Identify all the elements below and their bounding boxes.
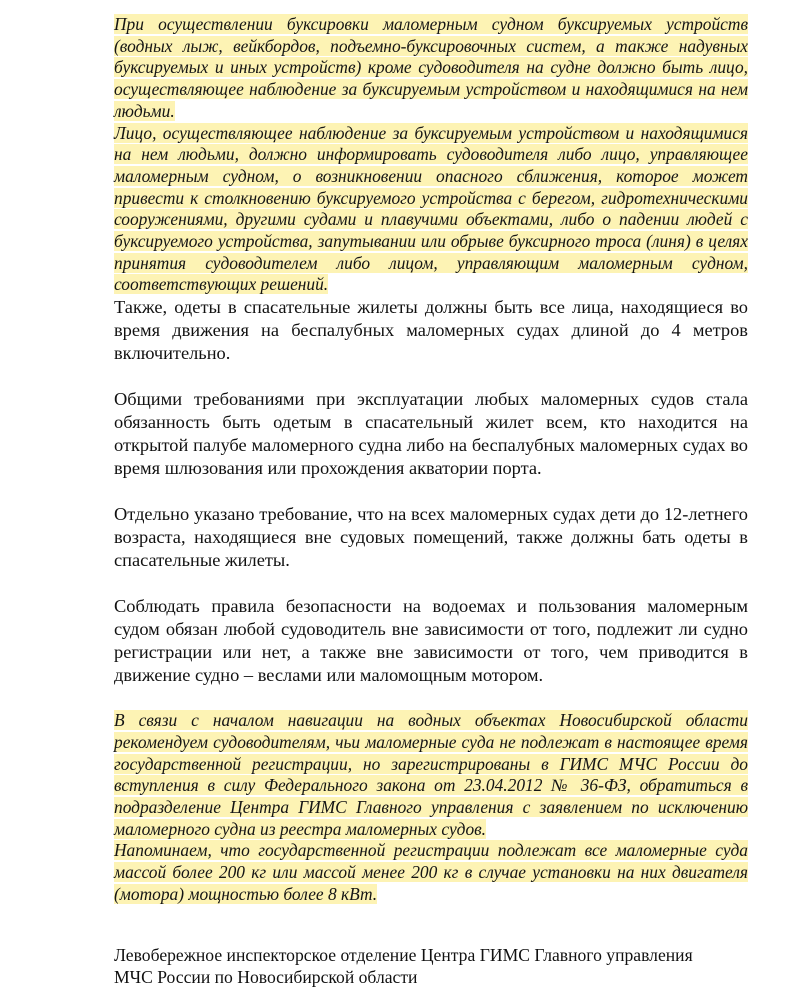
registration-reminder-paragraph: [114, 840, 748, 905]
highlighted-text: Напоминаем, что государственной регистрации подлежат все маломерные суда массой более 200 кг или массой менее 200 кг в случае установки на них двигателя (мотора) мощностью более 8 кВт.: [114, 840, 748, 904]
highlighted-text: В связи с началом навигации на водных объектах Новосибирской области рекомендуем судоводителям, чьи маломерные суда не подлежат в настоящее время государственной регистрации, но зарегистрированы в ГИМС МЧС России до вступления в силу Федерального закона от 23.04.2012 № 36-ФЗ, обратиться в подразделение Центра ГИМС Главного управления с заявлением по исключению маломерного судна из реестра маломерных судов.: [114, 710, 748, 839]
signature-line-2: МЧС России по Новосибирской области: [114, 967, 418, 987]
towing-observer-paragraph: [114, 14, 748, 123]
registry-exclusion-paragraph: [114, 710, 748, 840]
life-jacket-deckless-paragraph: Также, одеты в спасательные жилеты должны быть все лица, находящиеся во время движения на беспалубных маломерных судах длиной до 4 метров включительно.: [114, 297, 748, 364]
highlighted-text: При осуществлении буксировки маломерным судном буксируемых устройств (водных лыж, вейкбордов, подъемно-буксировочных систем, а также надувных буксируемых и иных устройств) кроме судоводителя на судне должно быть лицо, осуществляющее наблюдение за буксируемым устройством и находящимися на нем людьми.: [114, 14, 748, 121]
signature-block: [114, 944, 754, 988]
observer-duties-paragraph: [114, 123, 748, 297]
document-body: [114, 14, 748, 905]
signature-line-1: Левобережное инспекторское отделение Центра ГИМС Главного управления: [114, 945, 693, 965]
general-requirements-paragraph: Общими требованиями при эксплуатации любых маломерных судов стала обязанность быть одетым в спасательный жилет всем, кто находится на открытой палубе маломерного судна либо на беспалубных маломерных судах во время шлюзования или прохождения акватории порта.: [114, 389, 748, 479]
children-requirement-paragraph: Отдельно указано требование, что на всех маломерных судах дети до 12-летнего возраста, находящиеся вне судовых помещений, также должны бать одеты в спасательные жилеты.: [114, 504, 748, 571]
highlighted-text: Лицо, осуществляющее наблюдение за буксируемым устройством и находящимися на нем людьми, должно информировать судоводителя либо лицо, управляющее маломерным судном, о возникновении опасного сближения, которое может привести к столкновению буксируемого устройства с берегом, гидротехническими сооружениями, другими судами и плавучими объектами, либо о падении людей с буксируемого устройства, запутывании или обрыве буксирного троса (линя) в целях принятия судоводителем либо лицом, управляющим маломерным судном, соответствующих решений.: [114, 122, 748, 295]
safety-rules-paragraph: Соблюдать правила безопасности на водоемах и пользования маломерным судом обязан любой судоводитель вне зависимости от того, подлежит ли судно регистрации или нет, а также вне зависимости от того, чем приводится в движение судно – веслами или маломощным мотором.: [114, 596, 748, 686]
